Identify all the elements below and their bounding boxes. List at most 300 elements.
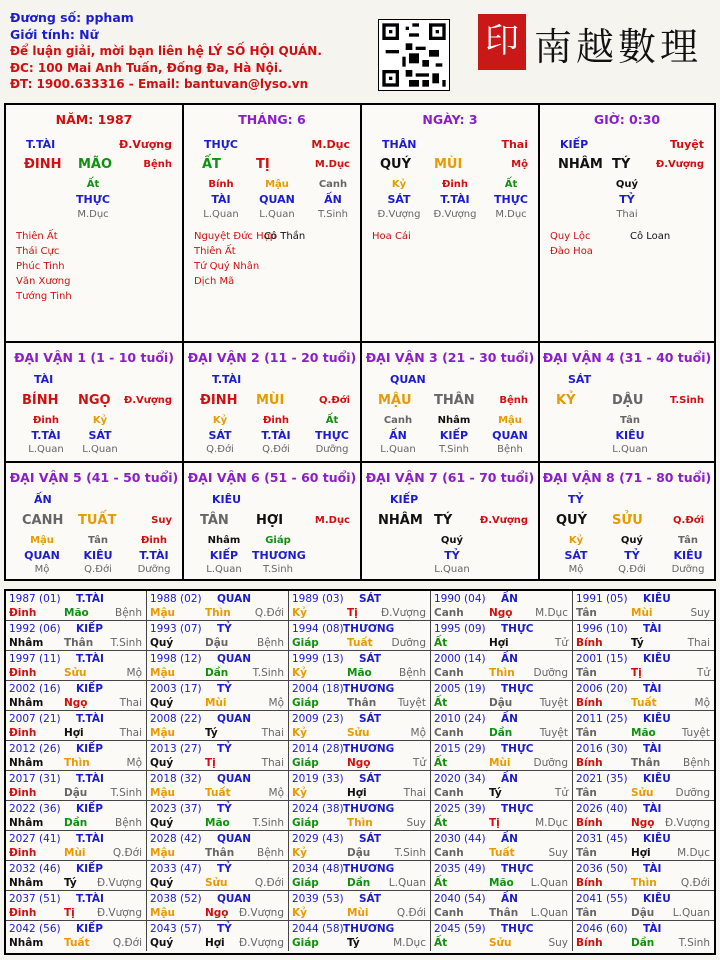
hidden-can: Kỷ [568,535,584,546]
year-can: Ất [434,817,448,829]
pillar-can: NHÂM [558,157,603,172]
pillar-cell [184,105,362,343]
pillar-chi: TỊ [256,157,270,172]
pillar-can: ẤT [202,157,221,172]
hidden-thap-than: T.TÀI [440,193,470,206]
year-label: 1998 (12) [150,653,202,665]
year-can: Tân [576,847,597,859]
year-thap-than: T.TÀI [76,593,104,605]
star-item: Dịch Mã [194,276,235,287]
year-can: Tân [576,727,597,739]
hidden-can: Kỷ [391,179,407,190]
year-thap-than: TÀI [643,803,662,815]
year-status: T.Sinh [252,667,284,679]
dai-van-chi: MÙI [256,393,285,408]
pillar-chi-status: Đ.Vượng [655,159,704,170]
year-can: Kỷ [292,607,307,619]
year-chi: Ngọ [631,817,655,829]
year-status: Suy [548,937,568,949]
dai-van-can: BÍNH [22,393,59,408]
year-thap-than: KIÊU [643,713,671,725]
hidden-can: Tân [678,535,698,546]
year-thap-than: KIẾP [76,803,103,815]
year-label: 2013 (27) [150,743,202,755]
year-chi: Thân [64,637,94,649]
hidden-can: Kỷ [212,415,228,426]
hidden-thap-than: ẤN [324,193,342,206]
year-chi: Thân [631,757,661,769]
year-label: 1989 (03) [292,593,344,605]
year-label: 2042 (56) [9,923,61,935]
year-thap-than: KIẾP [76,743,103,755]
hidden-can: Ất [325,415,339,426]
year-chi: Hợi [64,727,84,739]
hidden-thap-than: THƯƠNG [252,549,306,562]
year-status: Q.Đới [254,607,284,619]
hidden-thap-than: QUAN [492,429,528,442]
year-thap-than: TỶ [217,863,232,875]
pillar-chi-status: Bệnh [143,159,172,170]
year-chi: Mùi [205,697,227,709]
hidden-can: Quý [620,535,644,546]
hidden-status: M.Dục [495,209,527,220]
hidden-can: Đinh [441,179,469,190]
year-chi: Dậu [347,847,371,859]
year-chi: Tị [631,667,642,679]
dai-van-title: ĐẠI VẬN 8 (71 - 80 tuổi) [542,470,712,485]
year-can: Kỷ [292,907,307,919]
star-item: Phúc Tinh [16,261,65,272]
year-cell [6,741,147,771]
hidden-status: Dưỡng [671,564,705,575]
hidden-can: Mậu [30,535,54,546]
year-chi: Thân [489,907,519,919]
year-cell [6,591,147,621]
star-item: Thái Cực [16,246,60,257]
year-status: Đ.Vượng [96,907,142,919]
hidden-status: Q.Đới [84,564,112,575]
year-chi: Dần [64,817,88,829]
hidden-can: Mậu [265,179,289,190]
pillar-title: NĂM: 1987 [55,112,133,127]
gender: Giới tính: Nữ [10,26,99,42]
year-status: Bệnh [257,637,284,649]
dai-van-can: CANH [22,513,64,528]
year-label: 1991 (05) [576,593,628,605]
year-thap-than: TỶ [217,623,232,635]
hidden-thap-than: TỶ [444,549,460,562]
year-status: Mộ [126,757,142,769]
dai-van-status: T.Sinh [670,395,704,406]
phone-email-line: ĐT: 1900.633316 - Email: bantuvan@lyso.vn [10,77,309,91]
year-thap-than: TỶ [217,923,232,935]
year-can: Canh [434,667,464,679]
year-can: Đinh [9,787,37,799]
dai-van-title: ĐẠI VẬN 1 (1 - 10 tuổi) [14,350,174,365]
year-thap-than: T.TÀI [76,713,104,725]
year-can: Giáp [292,817,319,829]
hidden-thap-than: TÀI [211,193,231,206]
dai-van-cell [540,343,714,463]
year-label: 2023 (37) [150,803,202,815]
year-thap-than: THỰC [501,623,534,635]
year-status: Thai [119,697,142,709]
year-thap-than: QUAN [217,833,252,845]
hidden-thap-than: SÁT [564,549,588,562]
star-item: Văn Xương [16,276,71,287]
dai-van-cell [540,463,714,579]
year-cell [6,771,147,801]
year-cell [431,681,573,711]
year-thap-than: THƯƠNG [343,803,395,815]
year-status: T.Sinh [678,937,710,949]
hidden-can: Nhâm [207,535,241,546]
year-label: 1987 (01) [9,593,61,605]
qr-code-icon [378,19,450,91]
hidden-status: L.Quan [259,209,295,220]
year-cell [147,741,289,771]
year-cell [289,621,431,651]
year-can: Canh [434,727,464,739]
year-can: Nhâm [9,877,44,889]
year-chi: Mão [205,817,230,829]
year-cell [289,741,431,771]
year-status: Mộ [268,697,284,709]
dai-van-status: Đ.Vượng [123,395,172,406]
year-chi: Tý [489,787,502,799]
pillar-top-status: Thai [501,138,528,151]
hidden-thap-than: SÁT [387,193,411,206]
year-can: Đinh [9,847,37,859]
hidden-status: Q.Đới [262,444,290,455]
year-thap-than: QUAN [217,893,252,905]
year-cell [147,801,289,831]
star-item: Cô Thần [264,231,306,242]
year-chi: Mùi [347,907,369,919]
hidden-thap-than: KIÊU [83,549,113,562]
year-chi: Sửu [347,727,370,739]
year-cell [289,711,431,741]
year-status: T.Sinh [110,787,142,799]
year-thap-than: ẤN [501,713,518,725]
year-status: L.Quan [530,907,568,919]
year-thap-than: THỰC [501,863,534,875]
pillar-chi: TÝ [612,157,631,172]
year-label: 2044 (58) [292,923,344,935]
year-label: 2040 (54) [434,893,486,905]
pillar-title: NGÀY: 3 [422,112,478,127]
year-thap-than: SÁT [359,833,382,845]
year-can: Giáp [292,757,319,769]
hidden-thap-than: KIẾP [439,429,469,442]
year-can: Ất [434,877,448,889]
dai-van-can: QUÝ [556,513,588,528]
year-thap-than: THỰC [501,803,534,815]
year-chi: Thìn [489,667,515,679]
year-label: 1999 (13) [292,653,344,665]
year-status: Tử [554,637,568,649]
year-status: Bệnh [115,817,142,829]
year-can: Bính [576,937,603,949]
year-label: 1988 (02) [150,593,202,605]
year-status: Bệnh [399,667,426,679]
year-chi: Thân [347,697,377,709]
year-cell [147,831,289,861]
year-status: Đ.Vượng [96,877,142,889]
year-cell [147,651,289,681]
brand-title: 南越數理 [534,25,703,69]
year-status: Mộ [694,697,710,709]
year-chi: Tuất [631,697,657,709]
hidden-thap-than: QUAN [259,193,295,206]
year-can: Nhâm [9,637,44,649]
year-can: Nhâm [9,817,44,829]
year-cell [6,891,147,921]
dai-van-chi: THÂN [434,393,475,408]
star-item: Thiên Ất [16,231,58,242]
year-chi: Thìn [347,817,373,829]
year-thap-than: KIẾP [76,683,103,695]
year-cell [573,861,714,891]
hidden-status: Dưỡng [137,564,171,575]
year-label: 2020 (34) [434,773,486,785]
hidden-status: Đ.Vượng [377,209,421,220]
year-thap-than: KIẾP [76,623,103,635]
dai-van-chi: SỬU [612,513,643,528]
hidden-can: Quý [440,535,464,546]
hidden-status: M.Dục [77,209,109,220]
year-label: 2037 (51) [9,893,61,905]
year-chi: Sửu [489,937,512,949]
dai-van-chi: NGỌ [78,393,111,408]
year-can: Kỷ [292,787,307,799]
year-label: 2030 (44) [434,833,486,845]
year-cell [431,771,573,801]
hidden-can: Đinh [262,415,290,426]
dai-van-thap-than: QUAN [390,373,426,386]
year-chi: Ngọ [489,607,513,619]
year-label: 2025 (39) [434,803,486,815]
year-status: M.Dục [535,817,568,829]
yearly-table [4,589,716,955]
dai-van-chi: DẬU [612,393,644,408]
year-thap-than: THƯƠNG [343,863,395,875]
pillar-top-status: Đ.Vượng [118,138,172,151]
year-cell [147,891,289,921]
year-can: Ất [434,937,448,949]
year-label: 2000 (14) [434,653,486,665]
year-label: 2008 (22) [150,713,202,725]
hidden-status: T.Sinh [439,444,469,455]
year-chi: Dậu [205,637,229,649]
dai-van-cell [184,343,362,463]
year-cell [289,921,431,951]
year-cell [431,711,573,741]
year-thap-than: TÀI [643,863,662,875]
year-can: Quý [150,637,174,649]
year-thap-than: QUAN [217,713,252,725]
year-thap-than: TÀI [643,923,662,935]
year-chi: Thìn [631,877,657,889]
year-chi: Tuất [64,937,90,949]
year-thap-than: THƯƠNG [343,743,395,755]
year-chi: Dậu [631,907,655,919]
dai-van-title: ĐẠI VẬN 6 (51 - 60 tuổi) [187,470,357,485]
year-status: Tuyệt [539,727,568,739]
pillar-can: ĐINH [24,157,62,172]
year-chi: Mão [347,667,372,679]
year-label: 1990 (04) [434,593,486,605]
year-cell [573,891,714,921]
year-cell [573,741,714,771]
year-can: Ất [434,637,448,649]
year-can: Nhâm [9,757,44,769]
year-chi: Thân [205,847,235,859]
hidden-can: Ất [86,179,100,190]
year-label: 2003 (17) [150,683,202,695]
year-can: Tân [576,907,597,919]
hidden-can: Canh [318,179,348,190]
year-cell [6,801,147,831]
year-can: Quý [150,877,174,889]
year-can: Nhâm [9,697,44,709]
year-chi: Dần [489,727,513,739]
pillar-thap-than: KIẾP [560,138,589,151]
year-status: T.Sinh [110,637,142,649]
year-status: Q.Đới [112,937,142,949]
year-thap-than: KIÊU [643,893,671,905]
year-cell [289,651,431,681]
year-label: 2046 (60) [576,923,628,935]
year-thap-than: TÀI [643,683,662,695]
year-status: L.Quan [672,907,710,919]
pillar-title: THÁNG: 6 [238,112,306,127]
pillar-cell [362,105,540,343]
hidden-thap-than: T.TÀI [261,429,291,442]
year-status: Đ.Vượng [238,937,284,949]
year-thap-than: ẤN [501,653,518,665]
year-status: Đ.Vượng [238,907,284,919]
year-label: 2019 (33) [292,773,344,785]
hidden-can: Giáp [265,535,291,546]
year-cell [147,921,289,951]
year-chi: Dần [631,937,655,949]
year-status: Tuyệt [539,697,568,709]
hidden-thap-than: TỶ [624,549,640,562]
year-label: 2039 (53) [292,893,344,905]
year-label: 1997 (11) [9,653,61,665]
hidden-can: Nhâm [437,415,471,426]
year-can: Kỷ [292,847,307,859]
hidden-thap-than: ẤN [389,429,407,442]
dai-van-can: KỶ [556,393,576,408]
year-chi: Ngọ [205,907,229,919]
year-status: Q.Đới [112,847,142,859]
year-cell [147,681,289,711]
year-thap-than: TÀI [643,623,662,635]
year-chi: Sửu [631,787,654,799]
year-status: Dưỡng [533,667,568,679]
hidden-thap-than: KIÊU [673,549,703,562]
year-label: 2012 (26) [9,743,61,755]
year-label: 2032 (46) [9,863,61,875]
dai-van-can: MẬU [378,393,412,408]
year-cell [431,861,573,891]
year-cell [573,921,714,951]
dai-van-cell [362,463,540,579]
year-thap-than: TỶ [217,743,232,755]
year-label: 2011 (25) [576,713,628,725]
year-can: Canh [434,907,464,919]
year-label: 2022 (36) [9,803,61,815]
year-label: 2028 (42) [150,833,202,845]
year-label: 1994 (08) [292,623,344,635]
year-label: 2017 (31) [9,773,61,785]
year-status: Suy [690,607,710,619]
year-chi: Tị [205,757,216,769]
year-label: 2041 (55) [576,893,628,905]
year-chi: Tý [631,637,644,649]
hidden-can: Bính [208,179,234,190]
hidden-status: L.Quan [28,444,64,455]
year-chi: Dậu [489,697,513,709]
dai-van-chi: TÝ [434,513,453,528]
hidden-can: Ất [504,179,518,190]
hidden-thap-than: QUAN [24,549,60,562]
year-chi: Tý [64,877,77,889]
pillar-can: QUÝ [380,157,412,172]
year-can: Giáp [292,637,319,649]
hidden-thap-than: SÁT [88,429,112,442]
year-label: 2015 (29) [434,743,486,755]
year-status: Tuyệt [397,697,426,709]
hidden-thap-than: THỰC [76,193,110,206]
hidden-thap-than: KIÊU [615,429,645,442]
dai-van-can: NHÂM [378,513,423,528]
year-chi: Tị [347,607,358,619]
dai-van-chi: HỢI [256,513,284,528]
year-thap-than: SÁT [359,713,382,725]
hidden-status: Dưỡng [315,444,349,455]
year-chi: Mùi [631,607,653,619]
year-label: 2027 (41) [9,833,61,845]
year-label: 2009 (23) [292,713,344,725]
year-can: Quý [150,757,174,769]
hidden-can: Kỷ [92,415,108,426]
year-label: 1992 (06) [9,623,61,635]
year-can: Bính [576,697,603,709]
year-label: 2033 (47) [150,863,202,875]
hidden-can: Canh [383,415,413,426]
dai-van-cell [362,343,540,463]
year-cell [431,651,573,681]
dai-van-cell [6,463,184,579]
year-can: Giáp [292,937,319,949]
dai-van-cell [6,343,184,463]
year-status: Q.Đới [680,877,710,889]
year-status: Dưỡng [533,757,568,769]
hidden-can: Quý [615,179,639,190]
year-can: Mậu [150,847,176,859]
year-can: Quý [150,817,174,829]
year-can: Bính [576,757,603,769]
year-can: Mậu [150,787,176,799]
year-can: Nhâm [9,937,44,949]
year-can: Tân [576,607,597,619]
year-can: Canh [434,787,464,799]
dai-van-title: ĐẠI VẬN 4 (31 - 40 tuổi) [542,350,712,365]
dai-van-status: Q.Đới [673,515,704,526]
